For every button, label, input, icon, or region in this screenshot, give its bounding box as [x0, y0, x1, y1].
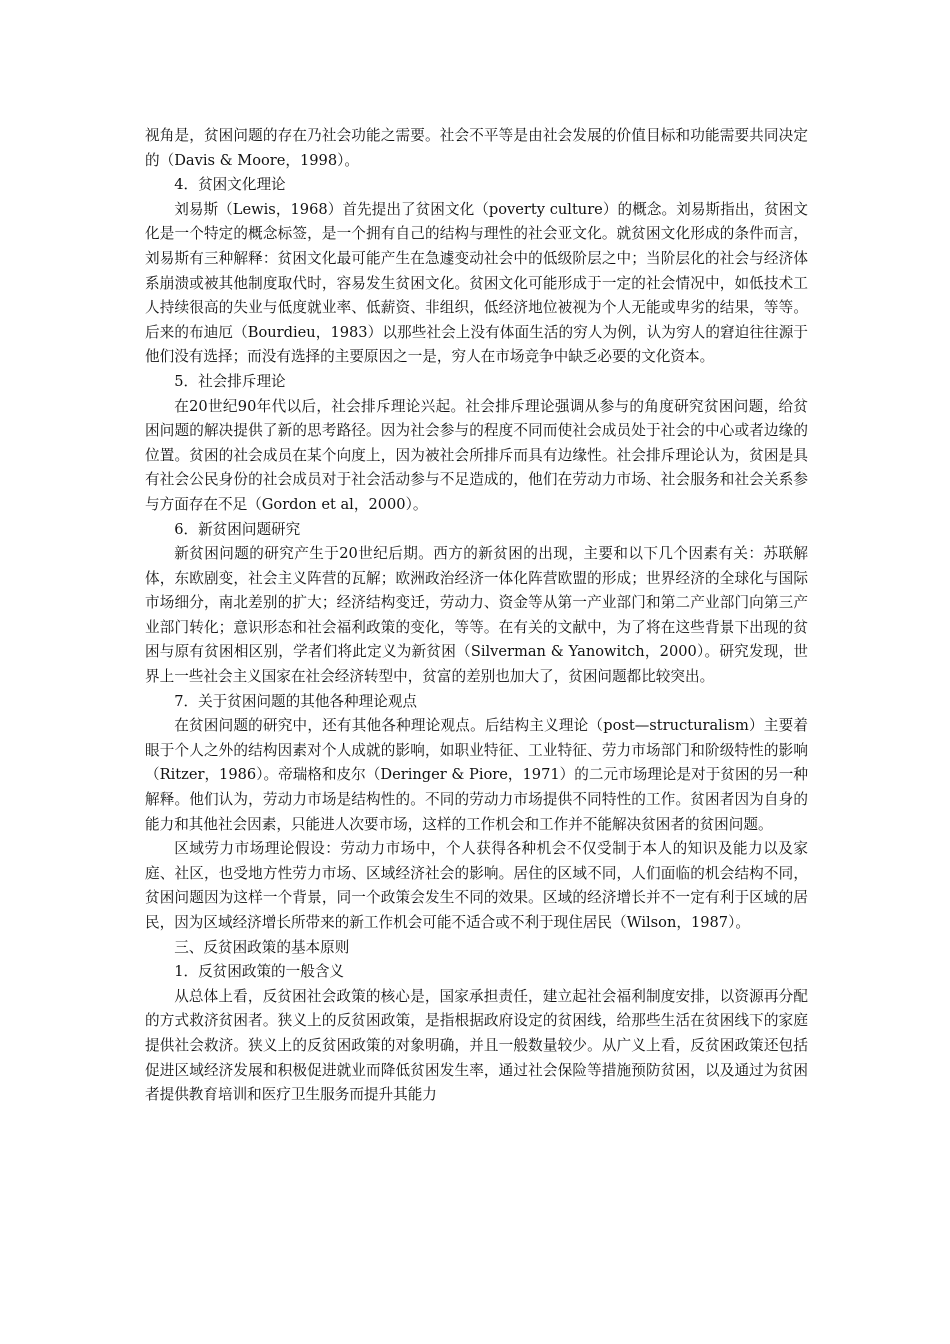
section-heading-poverty-culture: 4．贫困文化理论	[174, 176, 286, 194]
paragraph-continuation: 视角是，贫困问题的存在乃社会功能之需要。社会不平等是由社会发展的价值目标和功能需要共同决定的（Davis & Moore，1998）。	[145, 127, 808, 169]
section-heading-new-poverty: 6．新贫困问题研究	[174, 520, 301, 538]
section-heading-anti-poverty-principles: 三、反贫困政策的基本原则	[174, 938, 350, 956]
document-page	[145, 124, 808, 1108]
paragraph-regional-labor-market: 区域劳力市场理论假设：劳动力市场中，个人获得各种机会不仅受制于本人的知识及能力以及家庭、社区，也受地方性劳力市场、区域经济社会的影响。居住的区域不同，人们面临的机会结构不同，贫困问题因为这样一个背景，同一个政策会发生不同的效果。区域的经济增长并不一定有利于区域的居民，因为区域经济增长所带来的新工作机会可能不适合或不利于现住居民（Wilson，1987）。	[145, 840, 808, 931]
paragraph-new-poverty: 新贫困问题的研究产生于20世纪后期。西方的新贫困的出现，主要和以下几个因素有关：苏联解体，东欧剧变，社会主义阵营的瓦解；欧洲政治经济一体化阵营欧盟的形成；世界经济的全球化与国际市场细分，南北差别的扩大；经济结构变迁，劳动力、资金等从第一产业部门和第二产业部门向第三产业部门转化；意识形态和社会福利政策的变化，等等。在有关的文献中，为了将在这些背景下出现的贫困与原有贫困相区别，学者们将此定义为新贫困（Silverman & Yanowitch，2000）。研究发现，世界上一些社会主义国家在社会经济转型中，贫富的差别也加大了，贫困问题都比较突出。	[145, 545, 808, 686]
section-heading-other-theories: 7．关于贫困问题的其他各种理论观点	[174, 692, 417, 710]
section-heading-social-exclusion: 5．社会排斥理论	[174, 372, 286, 390]
paragraph-other-theories: 在贫困问题的研究中，还有其他各种理论观点。后结构主义理论（post—structuralism）主要着眼于个人之外的结构因素对个人成就的影响，如职业特征、工业特征、劳力市场部门和阶级特性的影响（Ritzer，1986）。帝瑞格和皮尔（Deringer & Piore，1971）的二元市场理论是对于贫困的另一种解释。他们认为，劳动力市场是结构性的。不同的劳动力市场提供不同特性的工作。贫困者因为自身的能力和其他社会因素，只能进人次要市场，这样的工作机会和工作并不能解决贫困者的贫困问题。	[145, 717, 808, 833]
paragraph-poverty-culture: 刘易斯（Lewis，1968）首先提出了贫困文化（poverty culture）的概念。刘易斯指出，贫困文化是一个特定的概念标签，是一个拥有自己的结构与理性的社会亚文化。就贫困文化形成的条件而言，刘易斯有三种解释：贫困文化最可能产生在急遽变动社会中的低级阶层之中；当阶层化的社会与经济体系崩溃或被其他制度取代时，容易发生贫困文化。贫困文化可能形成于一定的社会情况中，如低技术工人持续很高的失业与低度就业率、低薪资、非组织，低经济地位被视为个人无能或卑劣的结果，等等。后来的布迪厄（Bourdieu，1983）以那些社会上没有体面生活的穷人为例，认为穷人的窘迫往往源于他们没有选择；而没有选择的主要原因之一是，穷人在市场竞争中缺乏必要的文化资本。	[145, 200, 808, 366]
section-heading-anti-poverty-meaning: 1．反贫困政策的一般含义	[174, 963, 345, 981]
paragraph-anti-poverty-meaning: 从总体上看，反贫困社会政策的核心是，国家承担责任，建立起社会福利制度安排，以资源再分配的方式救济贫困者。狭义上的反贫困政策，是指根据政府设定的贫困线，给那些生活在贫困线下的家庭提供社会救济。狭义上的反贫困政策的对象明确，并且一般数量较少。从广义上看，反贫困政策还包括促进区域经济发展和积极促进就业而降低贫困发生率，通过社会保险等措施预防贫困，以及通过为贫困者提供教育培训和医疗卫生服务而提升其能力	[145, 987, 808, 1104]
paragraph-social-exclusion: 在20世纪90年代以后，社会排斥理论兴起。社会排斥理论强调从参与的角度研究贫困问题，给贫困问题的解决提供了新的思考路径。因为社会参与的程度不同而使社会成员处于社会的中心或者边缘的位置。贫困的社会成员在某个向度上，因为被社会所排斥而具有边缘性。社会排斥理论认为，贫困是具有社会公民身份的社会成员对于社会活动参与不足造成的，他们在劳动力市场、社会服务和社会关系参与方面存在不足（Gordon et al，2000）。	[145, 397, 808, 513]
